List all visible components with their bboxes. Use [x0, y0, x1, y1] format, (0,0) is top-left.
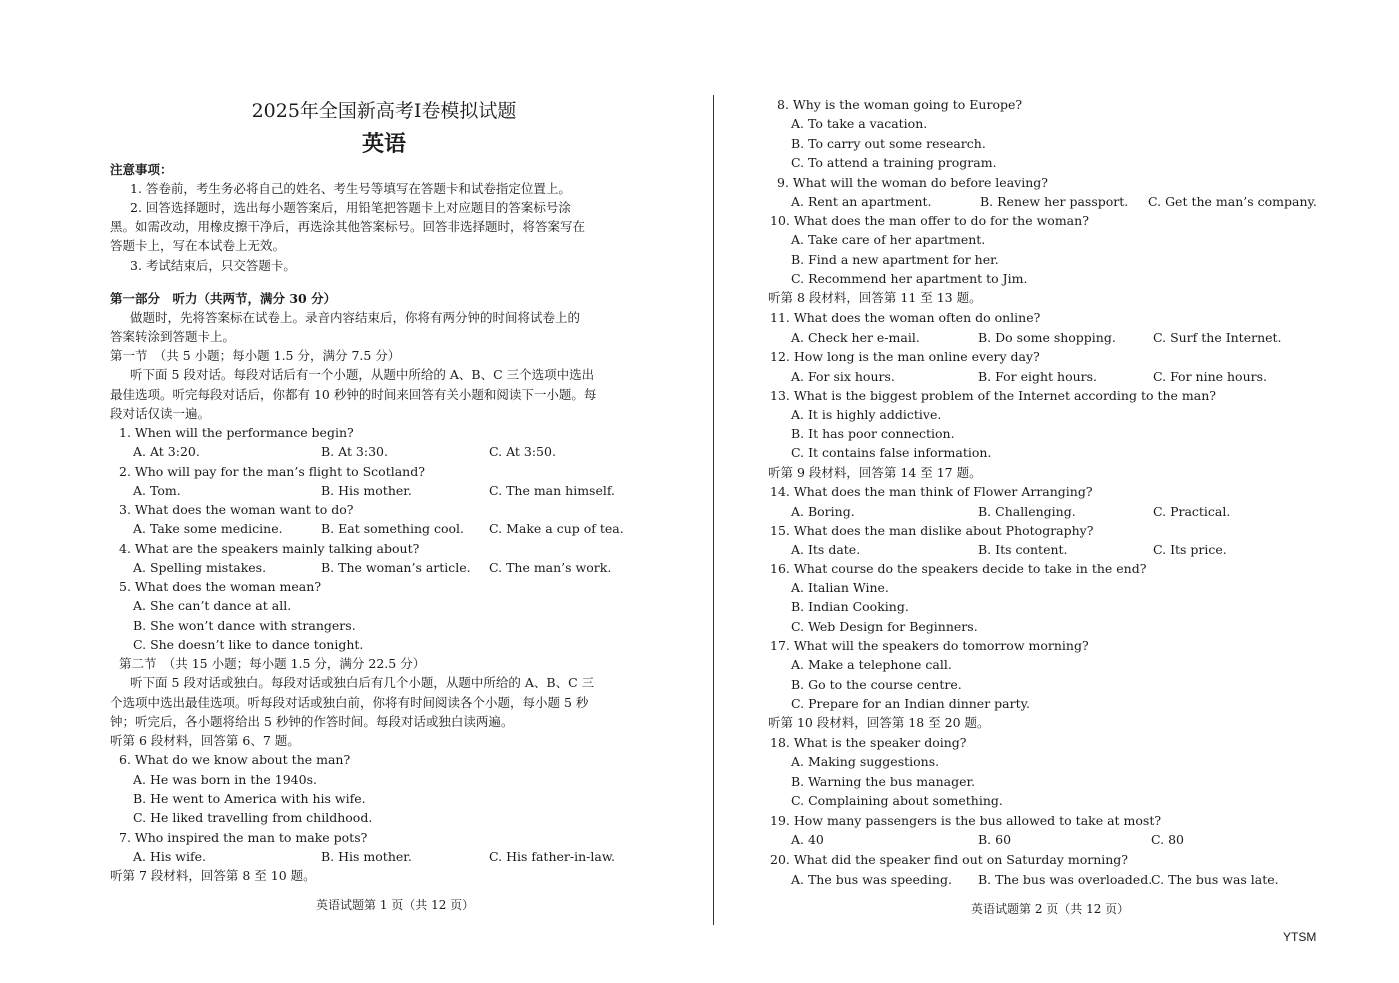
- option: A. Rent an apartment.: [791, 194, 932, 209]
- option: B. Challenging.: [978, 504, 1076, 519]
- option: B. His mother.: [321, 483, 412, 498]
- option: A. Italian Wine.: [791, 580, 889, 595]
- watermark-label: YTSM: [1283, 930, 1317, 944]
- section2-intro: 听下面 5 段对话或独白。每段对话或独白后有几个小题，从题中所给的 A、B、C 三: [130, 675, 595, 690]
- option: B. Do some shopping.: [978, 330, 1116, 345]
- option: B. He went to America with his wife.: [133, 791, 366, 806]
- question: 7. Who inspired the man to make pots?: [119, 830, 368, 845]
- option: C. At 3:50.: [489, 444, 556, 459]
- option: C. Recommend her apartment to Jim.: [791, 271, 1028, 286]
- notice-heading: 注意事项：: [110, 162, 173, 177]
- question: 3. What does the woman want to do?: [119, 502, 354, 517]
- option: A. Boring.: [791, 504, 855, 519]
- option: B. Find a new apartment for her.: [791, 252, 999, 267]
- material-heading: 听第 6 段材料，回答第 6、7 题。: [110, 733, 300, 748]
- option: C. Prepare for an Indian dinner party.: [791, 696, 1030, 711]
- option: B. The woman’s article.: [321, 560, 471, 575]
- option: B. Its content.: [978, 542, 1068, 557]
- question: 2. Who will pay for the man’s flight to Scotland?: [119, 464, 425, 479]
- option: A. Take some medicine.: [133, 521, 283, 536]
- option: C. The man’s work.: [489, 560, 612, 575]
- option: B. It has poor connection.: [791, 426, 955, 441]
- option: B. Go to the course centre.: [791, 677, 962, 692]
- option: B. At 3:30.: [321, 444, 388, 459]
- option: B. To carry out some research.: [791, 136, 986, 151]
- option: C. The man himself.: [489, 483, 616, 498]
- material-heading: 听第 10 段材料，回答第 18 至 20 题。: [768, 715, 990, 730]
- option: A. Make a telephone call.: [791, 657, 952, 672]
- page-footer: 英语试题第 2 页（共 12 页）: [971, 902, 1130, 916]
- option: A. To take a vacation.: [791, 116, 928, 131]
- part1-heading: 第一部分 听力（共两节，满分 30 分）: [110, 291, 337, 306]
- option: C. Web Design for Beginners.: [791, 619, 978, 634]
- option: A. Check her e-mail.: [791, 330, 920, 345]
- option: B. 60: [978, 832, 1012, 847]
- question: 17. What will the speakers do tomorrow morning?: [770, 638, 1089, 653]
- option: A. It is highly addictive.: [791, 407, 942, 422]
- option: C. For nine hours.: [1153, 369, 1267, 384]
- option: C. Practical.: [1153, 504, 1231, 519]
- section1-heading: 第一节 （共 5 小题；每小题 1.5 分，满分 7.5 分）: [110, 348, 401, 363]
- section2-intro: 个选项中选出最佳选项。听每段对话或独白前，你将有时间阅读各个小题，每小题 5 秒: [110, 695, 589, 710]
- notice-line: 2. 回答选择题时，选出每小题答案后，用铅笔把答题卡上对应题目的答案标号涂: [130, 200, 571, 215]
- option: B. The bus was overloaded.: [978, 872, 1153, 887]
- option: A. Spelling mistakes.: [133, 560, 267, 575]
- option: B. Indian Cooking.: [791, 599, 909, 614]
- option: C. Complaining about something.: [791, 793, 1003, 808]
- notice-line: 答题卡上，写在本试卷上无效。: [110, 238, 286, 253]
- question: 14. What does the man think of Flower Arranging?: [770, 484, 1093, 499]
- option: C. To attend a training program.: [791, 155, 997, 170]
- option: B. Eat something cool.: [321, 521, 465, 536]
- option: B. His mother.: [321, 849, 412, 864]
- notice-line: 黑。如需改动，用橡皮擦干净后，再选涂其他答案标号。回答非选择题时，将答案写在: [110, 219, 586, 234]
- question: 6. What do we know about the man?: [119, 752, 351, 767]
- subject-title: 英语: [361, 131, 406, 157]
- question: 13. What is the biggest problem of the Internet according to the man?: [770, 388, 1216, 403]
- option: C. The bus was late.: [1151, 872, 1279, 887]
- question: 18. What is the speaker doing?: [770, 735, 967, 750]
- option: A. At 3:20.: [133, 444, 200, 459]
- question: 1. When will the performance begin?: [119, 425, 354, 440]
- option: A. Its date.: [791, 542, 861, 557]
- question: 10. What does the man offer to do for the woman?: [770, 213, 1089, 228]
- part1-intro: 答案转涂到答题卡上。: [110, 329, 236, 344]
- option: A. Making suggestions.: [791, 754, 940, 769]
- option: A. He was born in the 1940s.: [133, 772, 317, 787]
- section1-intro: 段对话仅读一遍。: [110, 406, 211, 421]
- option: C. She doesn’t like to dance tonight.: [133, 637, 364, 652]
- notice-line: 3. 考试结束后，只交答题卡。: [130, 258, 296, 273]
- option: A. For six hours.: [791, 369, 895, 384]
- option: A. 40: [791, 832, 824, 847]
- notice-line: 1. 答卷前，考生务必将自己的姓名、考生号等填写在答题卡和试卷指定位置上。: [130, 181, 571, 196]
- question: 12. How long is the man online every day?: [770, 349, 1040, 364]
- section2-intro: 钟；听完后，各小题将给出 5 秒钟的作答时间。每段对话或独白读两遍。: [110, 714, 514, 729]
- option: C. His father-in-law.: [489, 849, 616, 864]
- option: C. Its price.: [1153, 542, 1227, 557]
- option: C. Make a cup of tea.: [489, 521, 624, 536]
- section2-heading: 第二节 （共 15 小题；每小题 1.5 分，满分 22.5 分）: [119, 656, 426, 671]
- option: A. Tom.: [133, 483, 181, 498]
- material-heading: 听第 7 段材料，回答第 8 至 10 题。: [110, 868, 316, 883]
- question: 11. What does the woman often do online?: [770, 310, 1041, 325]
- option: C. It contains false information.: [791, 445, 992, 460]
- material-heading: 听第 8 段材料，回答第 11 至 13 题。: [768, 290, 982, 305]
- question: 16. What course do the speakers decide to take in the end?: [770, 561, 1147, 576]
- question: 8. Why is the woman going to Europe?: [777, 97, 1023, 112]
- option: C. 80: [1151, 832, 1184, 847]
- option: C. He liked travelling from childhood.: [133, 810, 373, 825]
- option: A. The bus was speeding.: [791, 872, 952, 887]
- question: 19. How many passengers is the bus allowed to take at most?: [770, 813, 1162, 828]
- part1-intro: 做题时，先将答案标在试卷上。录音内容结束后，你将有两分钟的时间将试卷上的: [130, 310, 581, 325]
- option: C. Surf the Internet.: [1153, 330, 1282, 345]
- exam-title: 2025年全国新高考Ⅰ卷模拟试题: [251, 100, 517, 122]
- option: B. Renew her passport.: [980, 194, 1129, 209]
- page-footer: 英语试题第 1 页（共 12 页）: [316, 898, 475, 912]
- option: B. She won’t dance with strangers.: [133, 618, 356, 633]
- option: A. Take care of her apartment.: [791, 232, 986, 247]
- option: B. For eight hours.: [978, 369, 1098, 384]
- question: 5. What does the woman mean?: [119, 579, 322, 594]
- section1-intro: 最佳选项。听完每段对话后，你都有 10 秒钟的时间来回答有关小题和阅读下一小题。每: [110, 387, 597, 402]
- question: 4. What are the speakers mainly talking about?: [119, 541, 420, 556]
- material-heading: 听第 9 段材料，回答第 14 至 17 题。: [768, 465, 982, 480]
- option: A. She can’t dance at all.: [133, 598, 292, 613]
- question: 20. What did the speaker find out on Saturday morning?: [770, 852, 1129, 867]
- section1-intro: 听下面 5 段对话。每段对话后有一个小题，从题中所给的 A、B、C 三个选项中选出: [130, 367, 595, 382]
- page-divider: [713, 95, 714, 925]
- question: 9. What will the woman do before leaving?: [777, 175, 1048, 190]
- option: C. Get the man’s company.: [1148, 194, 1317, 209]
- option: A. His wife.: [133, 849, 206, 864]
- question: 15. What does the man dislike about Photography?: [770, 523, 1094, 538]
- option: B. Warning the bus manager.: [791, 774, 976, 789]
